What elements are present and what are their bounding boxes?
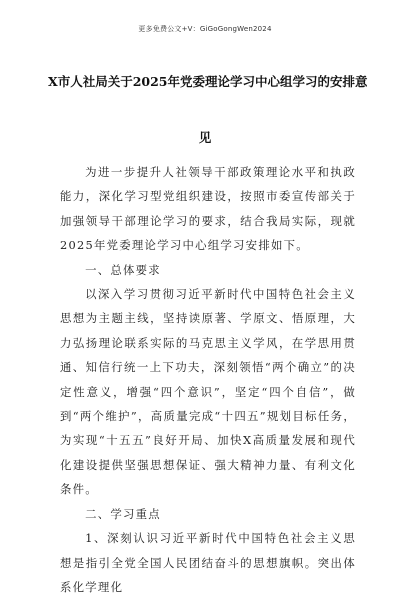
header-note: 更多免费公文+V：GiGoGongWen2024 [138,25,272,33]
document-body [60,160,356,599]
section-heading-study-focus: 二、学习重点 [85,506,161,521]
paragraph-intro: 为进一步提升人社领导干部政策理论水平和执政能力，深化学习型党组织建设，按照市委宣传部关于加强领导干部理论学习的要求，结合我局实际，现就2025年党委理论学习中心组学习安排如下。 [60,165,356,253]
title-line-2: 见 [198,130,212,145]
section-heading-general-requirements: 一、总体要求 [85,262,161,277]
paragraph-study-focus-1: 1、深刻认识习近平新时代中国特色社会主义思想是指引全党全国人民团结奋斗的思想旗帜。突出体系化学理化 [60,531,356,594]
title-line-1: X市人社局关于2025年党委理论学习中心组学习的安排意 [48,74,368,89]
paragraph-general-requirements: 以深入学习贯彻习近平新时代中国特色社会主义思想为主题主线，坚持读原著、学原文、悟原理，大力弘扬理论联系实际的马克思主义学风，在学思用贯通、知信行统一上下功夫，深刻领悟“两个确立”的决定性意义，增强“四个意识”，坚定“四个自信”，做到“两个维护”，高质量完成“十四五”规划目标任务，为实现“十五五”良好开局、加快X高质量发展和现代化建设提供坚强思想保证、强大精神力量、有利文化条件。 [60,287,356,497]
document-title [48,72,368,148]
